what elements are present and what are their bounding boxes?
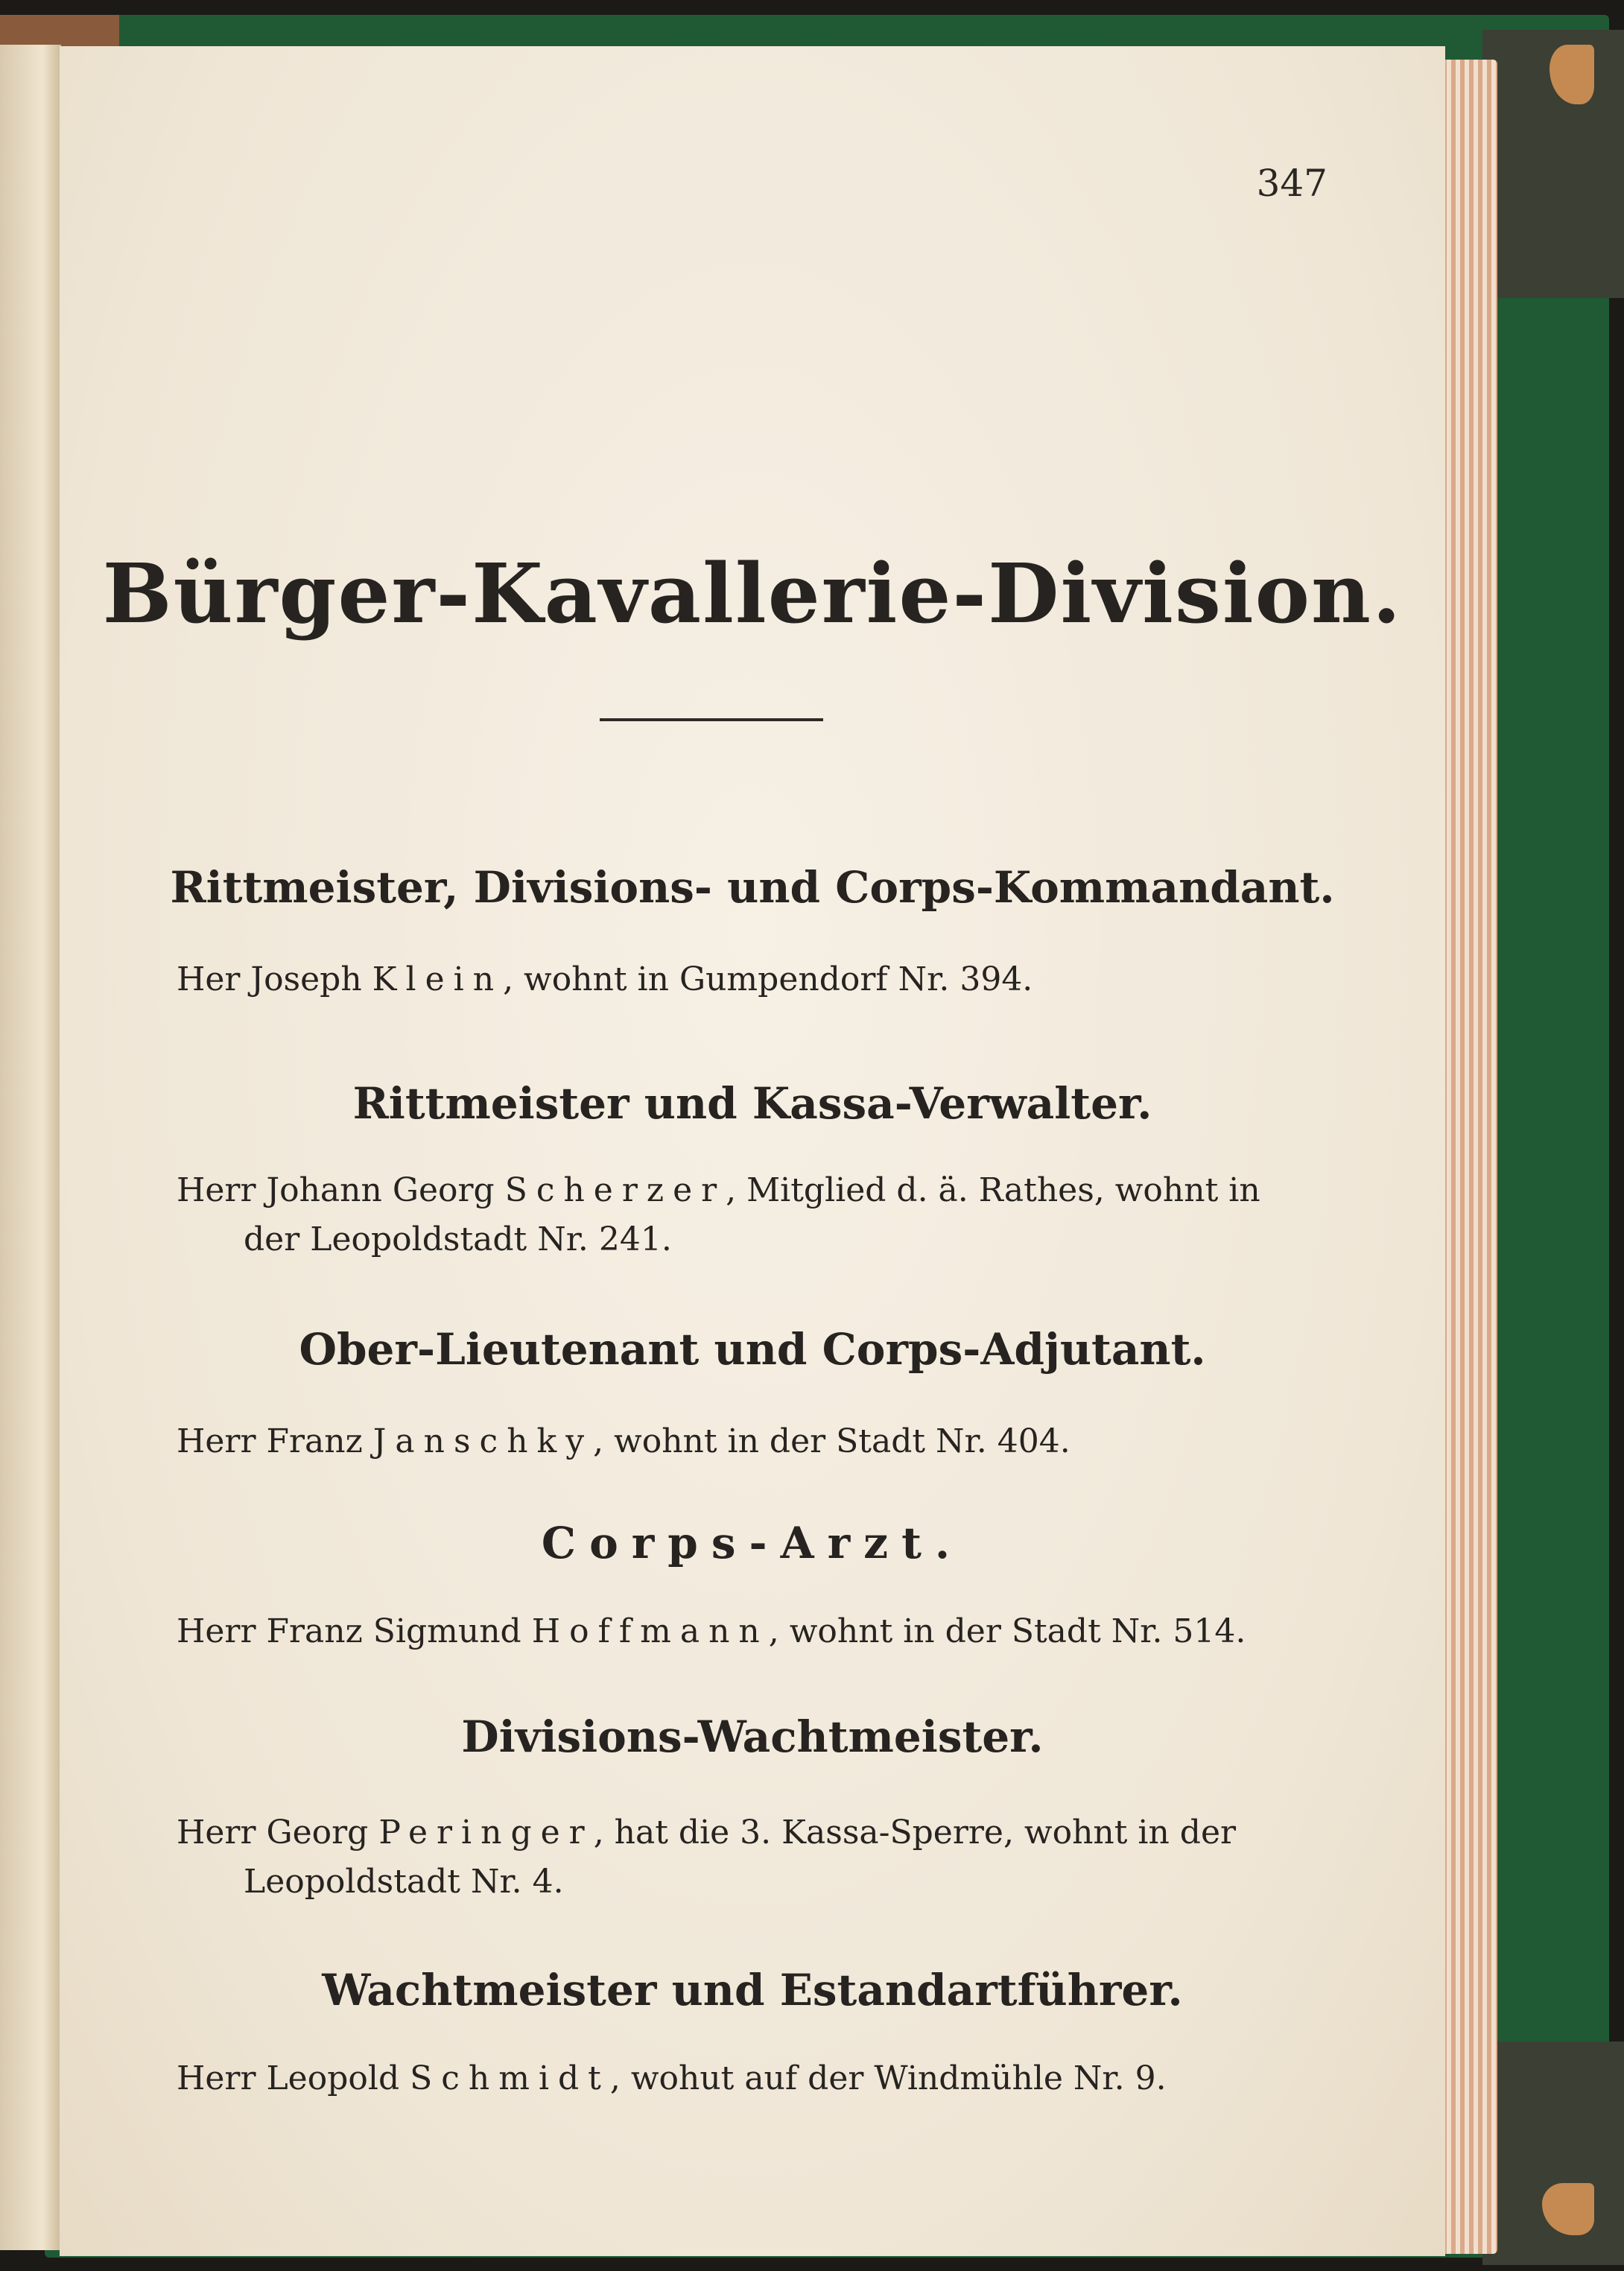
entry-text: , wohnt in Gumpendorf Nr. 394. [503,960,1033,998]
section-heading: Rittmeister und Kassa-Verwalter. [352,1078,1152,1129]
section-entry [177,1417,1324,1466]
page-number: 347 [1256,162,1328,205]
worn-cover-corner-bottom [1482,2042,1624,2265]
facing-page-edge [0,45,61,2250]
entry-text: , wohnt in der Stadt Nr. 514. [768,1612,1246,1650]
section-heading: Ober-Lieutenant und Corps-Adjutant. [299,1324,1206,1375]
entry-text: Herr Johann Georg [177,1171,505,1209]
section-entry [177,955,1324,1004]
entry-continuation: der Leopoldstadt Nr. 241. [244,1220,672,1258]
entry-continuation: Leopoldstadt Nr. 4. [244,1863,564,1901]
entry-text: Her Joseph [177,960,372,998]
entry-text: Herr Franz [177,1422,373,1460]
section-entry [177,1808,1324,1907]
book-page [60,46,1445,2256]
page-title: Bürger-Kavallerie-Division. [102,545,1403,642]
entry-surname: Scherzer [504,1171,726,1209]
entry-text: Herr Franz Sigmund [177,1612,532,1650]
entry-text: Herr Leopold [177,2059,410,2097]
title-divider [600,718,823,721]
entry-surname: Peringer [378,1814,594,1852]
section-heading: Rittmeister, Divisions- und Corps-Kommandant. [170,862,1335,913]
section-entry [177,1607,1324,1656]
section-entry [177,2054,1324,2103]
section-heading: Corps-Arzt. [541,1518,964,1568]
entry-text: , wohnt in der Stadt Nr. 404. [593,1422,1070,1460]
section-heading: Divisions-Wachtmeister. [461,1711,1044,1762]
entry-surname: Klein [372,960,504,998]
entry-surname: Janschky [372,1422,594,1460]
section-heading: Wachtmeister und Estandartführer. [322,1965,1183,2015]
entry-text: , hat die 3. Kassa-Sperre, wohnt in der [593,1814,1237,1852]
section-entry [177,1166,1324,1264]
entry-text: , wohut auf der Windmühle Nr. 9. [609,2059,1167,2097]
entry-surname: Hoffmann [531,1612,769,1650]
entry-text: Herr Georg [177,1814,379,1852]
entry-text: , Mitglied d. ä. Rathes, wohnt in [726,1171,1260,1209]
entry-surname: Schmidt [410,2059,610,2097]
